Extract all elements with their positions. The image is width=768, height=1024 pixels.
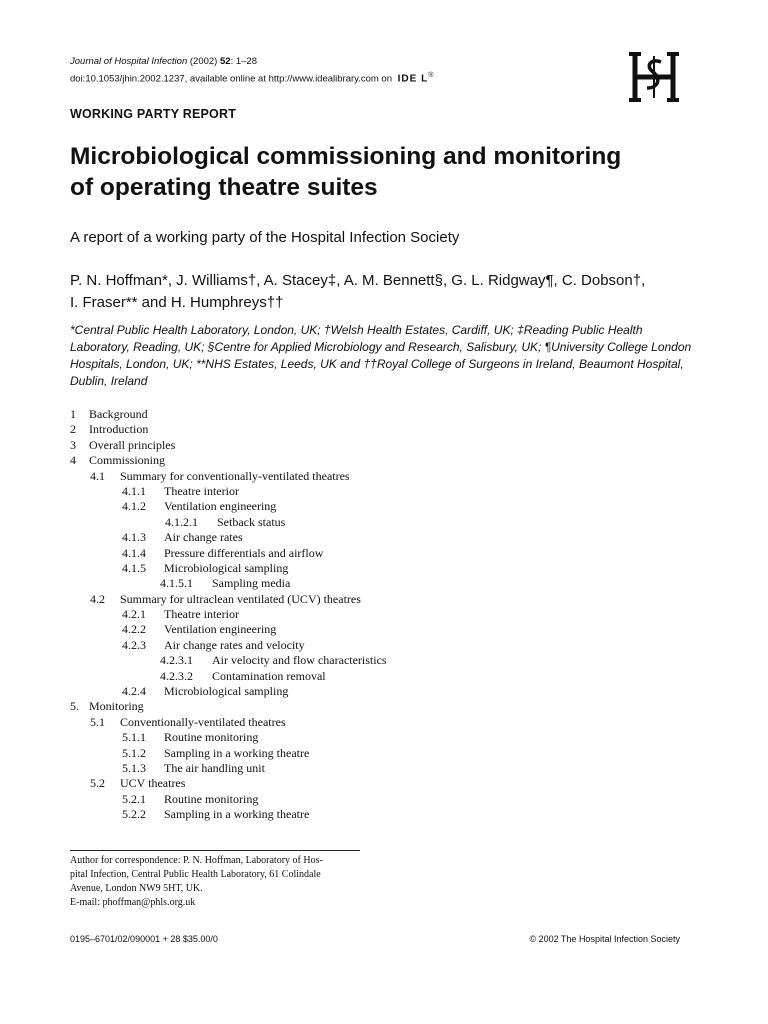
toc-item xyxy=(70,776,387,791)
toc-item xyxy=(70,807,387,822)
paper-subtitle: A report of a working party of the Hospital Infection Society xyxy=(70,229,460,246)
toc-item-title: Contamination removal xyxy=(212,668,326,683)
toc-item-title: Background xyxy=(89,407,148,421)
journal-name: Journal of Hospital Infection xyxy=(70,56,188,67)
toc-item xyxy=(70,422,387,437)
toc-item-number: 4.2 xyxy=(90,591,105,606)
toc-item-title: Pressure differentials and airflow xyxy=(164,545,324,560)
toc-item-title: Air change rates and velocity xyxy=(164,637,305,652)
toc-item-title: Routine monitoring xyxy=(164,730,259,745)
author-line: I. Fraser** and H. Humphreys†† xyxy=(70,294,284,311)
toc-item-number: 4.2.2 xyxy=(122,622,146,637)
author-list xyxy=(70,270,710,314)
journal-pages: : 1–28 xyxy=(230,56,257,67)
toc-item xyxy=(70,730,387,745)
title-line: Microbiological commissioning and monitoring xyxy=(70,143,622,170)
paper-title xyxy=(70,141,710,203)
toc-item xyxy=(70,622,387,637)
toc-item-number: 5.1.3 xyxy=(122,760,146,775)
toc-item-number: 1 xyxy=(70,407,76,421)
toc-item-title: Theatre interior xyxy=(164,483,239,498)
toc-item xyxy=(70,792,387,807)
section-label: WORKING PARTY REPORT xyxy=(70,107,237,121)
toc-item-title: Summary for conventionally-ventilated theatres xyxy=(120,468,350,483)
toc-item xyxy=(70,715,387,730)
toc-item-number: 5.2 xyxy=(90,776,105,791)
affiliation-line: *Central Public Health Laboratory, London, UK; †Welsh Health Estates, Cardiff, UK; ‡Reading Public Health xyxy=(70,323,643,337)
toc-item-number: 4.1.1 xyxy=(122,483,146,498)
toc-item-number: 4.2.3.2 xyxy=(160,668,193,683)
toc-item-title: Overall principles xyxy=(89,437,176,452)
table-of-contents xyxy=(70,407,387,823)
correspondence-line: Author for correspondence: P. N. Hoffman, Laboratory of Hos- xyxy=(70,855,323,866)
footnote-rule xyxy=(70,850,360,851)
toc-item xyxy=(70,684,387,699)
toc-item-number: 5.2.2 xyxy=(122,807,146,822)
toc-item-title: Microbiological sampling xyxy=(164,560,289,575)
toc-item-title: Conventionally-ventilated theatres xyxy=(120,714,286,729)
toc-item-title: Routine monitoring xyxy=(164,791,259,806)
toc-item-title: Theatre interior xyxy=(164,607,239,622)
toc-item-number: 5.2.1 xyxy=(122,791,146,806)
doi-text: doi:10.1053/jhin.2002.1237, available online at http://www.idealibrary.com on xyxy=(70,73,392,85)
affiliation-line: Hospitals, London, UK; **NHS Estates, Leeds, UK and ††Royal College of Surgeons in Ireland, Beaumont Hospital, xyxy=(70,357,684,371)
toc-item-title: UCV theatres xyxy=(120,776,186,791)
journal-header xyxy=(70,55,434,86)
toc-item xyxy=(70,699,387,714)
toc-item-title: Monitoring xyxy=(89,699,144,714)
toc-item-number: 5.1 xyxy=(90,714,105,729)
toc-item xyxy=(70,407,387,422)
registered-mark: ® xyxy=(428,72,435,79)
toc-item-number: 4.1.5.1 xyxy=(160,576,193,591)
toc-item-number: 5.1.2 xyxy=(122,745,146,760)
journal-year: (2002) xyxy=(189,56,218,67)
toc-item xyxy=(70,530,387,545)
toc-item xyxy=(70,499,387,514)
toc-item-number: 4.1.2 xyxy=(122,499,146,514)
toc-item xyxy=(70,607,387,622)
toc-item-title: Ventilation engineering xyxy=(164,622,277,637)
toc-item xyxy=(70,638,387,653)
journal-citation-line xyxy=(70,55,434,69)
toc-item xyxy=(70,438,387,453)
toc-item xyxy=(70,592,387,607)
toc-item-number: 4.2.3.1 xyxy=(160,653,193,668)
toc-item-number: 4.1 xyxy=(90,468,105,483)
toc-item-title: The air handling unit xyxy=(164,760,265,775)
toc-item-title: Sampling in a working theatre xyxy=(164,745,310,760)
toc-item-number: 4.2.1 xyxy=(122,607,146,622)
correspondence-note xyxy=(70,854,370,910)
toc-item-number: 4 xyxy=(70,453,76,468)
toc-item xyxy=(70,576,387,591)
toc-item xyxy=(70,746,387,761)
toc-item xyxy=(70,515,387,530)
toc-item-number: 5. xyxy=(70,699,79,714)
issn-line: 0195–6701/02/090001 + 28 $35.00/0 xyxy=(70,934,218,944)
correspondence-line: Avenue, London NW9 5HT, UK. xyxy=(70,883,203,894)
toc-item xyxy=(70,484,387,499)
toc-item-number: 4.1.3 xyxy=(122,530,146,545)
copyright-line: © 2002 The Hospital Infection Society xyxy=(529,934,680,944)
author-line: P. N. Hoffman*, J. Williams†, A. Stacey‡, A. M. Bennett§, G. L. Ridgway¶, C. Dobson†, xyxy=(70,272,646,289)
correspondence-line: pital Infection, Central Public Health Laboratory, 61 Colindale xyxy=(70,869,321,880)
toc-item-number: 4.1.5 xyxy=(122,560,146,575)
toc-item-number: 4.1.4 xyxy=(122,545,146,560)
toc-item xyxy=(70,453,387,468)
toc-item xyxy=(70,669,387,684)
toc-item xyxy=(70,469,387,484)
ideal-logo-text: IDE L xyxy=(397,73,429,85)
toc-item xyxy=(70,761,387,776)
toc-item-title: Summary for ultraclean ventilated (UCV) theatres xyxy=(120,591,361,606)
affiliation-line: Laboratory, Reading, UK; §Centre for Applied Microbiology and Research, Salisbury, UK; ¶University College London xyxy=(70,340,692,354)
ideal-logo xyxy=(398,69,435,86)
toc-item-title: Ventilation engineering xyxy=(164,499,277,514)
correspondence-line: E-mail: phoffman@phls.org.uk xyxy=(70,897,196,908)
toc-item-title: Setback status xyxy=(217,514,286,529)
toc-item-title: Air velocity and flow characteristics xyxy=(212,653,387,668)
toc-item-title: Commissioning xyxy=(89,453,166,468)
toc-item-number: 4.2.3 xyxy=(122,637,146,652)
society-logo xyxy=(625,48,683,106)
toc-item-title: Air change rates xyxy=(164,530,243,545)
toc-item-title: Sampling media xyxy=(212,576,291,591)
toc-item-title: Introduction xyxy=(89,422,149,437)
toc-item-number: 5.1.1 xyxy=(122,730,146,745)
toc-item-number: 4.2.4 xyxy=(122,684,146,699)
toc-item xyxy=(70,561,387,576)
toc-item xyxy=(70,546,387,561)
title-line: of operating theatre suites xyxy=(70,174,378,201)
toc-item-number: 4.1.2.1 xyxy=(165,514,198,529)
toc-item-title: Microbiological sampling xyxy=(164,684,289,699)
affiliation-line: Dublin, Ireland xyxy=(70,374,148,388)
toc-item-number: 3 xyxy=(70,437,76,452)
journal-volume: 52 xyxy=(219,56,231,67)
toc-item-title: Sampling in a working theatre xyxy=(164,807,310,822)
doi-line xyxy=(70,69,434,86)
toc-item-number: 2 xyxy=(70,422,76,437)
affiliations xyxy=(70,322,710,390)
toc-item xyxy=(70,653,387,668)
